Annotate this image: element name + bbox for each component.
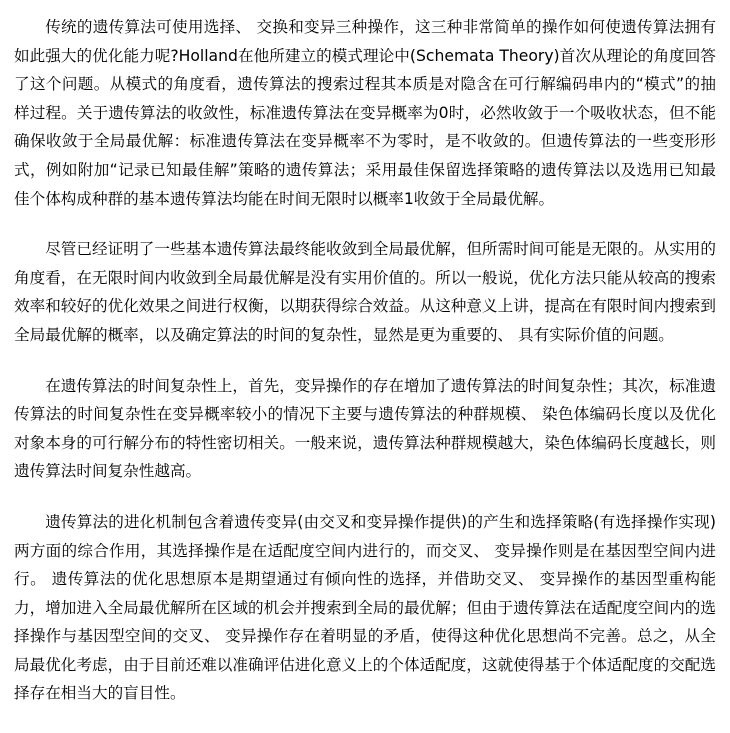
paragraph-efficiency: 尽管已经证明了一些基本遗传算法最终能收敛到全局最优解，但所需时间可能是无限的。从实用的角度看，在无限时间内收敛到全局最优解是没有实用价值的。所以一般说，优化方法只能从较高的搜索效率和较好的优化效果之间进行权衡，以期获得综合效益。从这种意义上讲，提高在有限时间内搜索到全局最优解的概率，以及确定算法的时间的复杂性，显然是更为重要的、 具有实际价值的问题。 [14, 240, 716, 344]
paragraph-convergence: 传统的遗传算法可使用选择、 交换和变异三种操作，这三种非常简单的操作如何使遗传算法拥有如此强大的优化能力呢?Holland在他所建立的模式理论中(Schemata Theory)首次从理论的角度回答了这个问题。从模式的角度看，遗传算法的搜索过程其本质是对隐含在可行解编码串内的“模式”的抽样过程。关于遗传算法的收敛性，标准遗传算法在变异概率为0时，必然收敛于一个吸收状态，但不能确保收敛于全局最优解：标准遗传算法在变异概率不为零时，是不收敛的。但遗传算法的一些变形形式，例如附加“记录已知最佳解”策略的遗传算法；采用最佳保留选择策略的遗传算法以及选用已知最佳个体构成种群的基本遗传算法均能在时间无限时以概率1收敛于全局最优解。 [14, 18, 716, 208]
paragraph-evolution-mechanism: 遗传算法的进化机制包含着遗传变异(由交叉和变异操作提供)的产生和选择策略(有选择操作实现)两方面的综合作用，其选择操作是在适配度空间内进行的，而交叉、 变异操作则是在基因型空间内进行。 遗传算法的优化思想原本是期望通过有倾向性的选择，并借助交叉、 变异操作的基因型重构能力，增加进入全局最优解所在区域的机会并搜索到全局的最优解；但由于遗传算法在适配度空间内的选择操作与基因型空间的交叉、 变异操作存在着明显的矛盾，使得这种优化思想尚不完善。总之，从全局最优化考虑，由于目前还难以准确评估进化意义上的个体适配度，这就使得基于个体适配度的交配选择存在相当大的盲目性。 [14, 512, 716, 703]
paragraph-time-complexity: 在遗传算法的时间复杂性上，首先，变异操作的存在增加了遗传算法的时间复杂性；其次，标准遗传算法的时间复杂性在变异概率较小的情况下主要与遗传算法的种群规模、 染色体编码长度以及优化对象本身的可行解分布的特性密切相关。一般来说，遗传算法种群规模越大，染色体编码长度越长，则遗传算法时间复杂性越高。 [14, 376, 716, 481]
document-body [14, 13, 716, 708]
